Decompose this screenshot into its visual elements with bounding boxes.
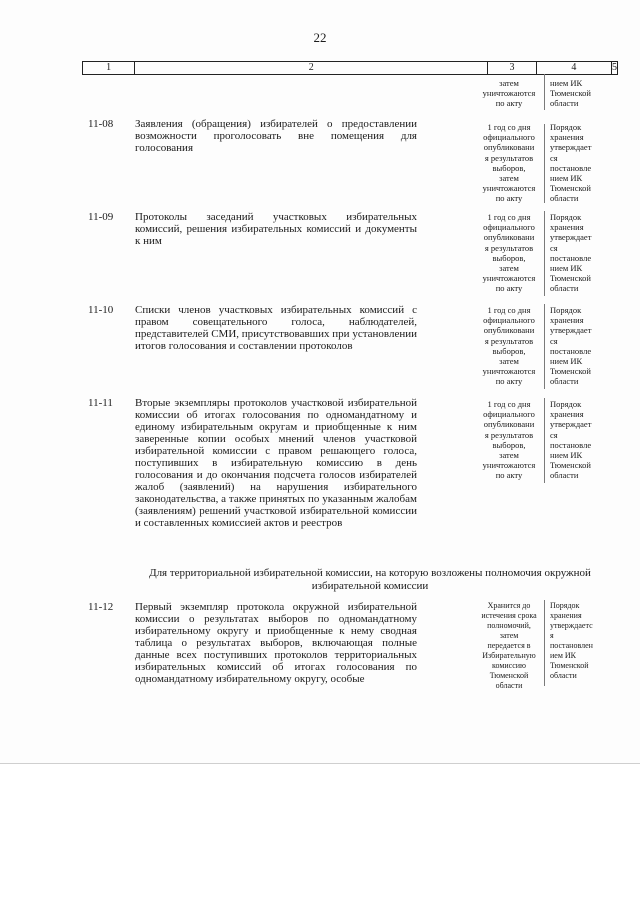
text-line: я — [550, 631, 554, 640]
text-line: официального — [483, 409, 535, 420]
text-line: по акту — [495, 193, 523, 204]
entry-number: 11-11 — [88, 397, 113, 409]
entry-number: 11-10 — [88, 304, 114, 316]
table-header — [82, 61, 618, 75]
text-line: Тюменской — [550, 183, 591, 194]
entry-number: 11-08 — [88, 118, 114, 130]
text-line: Тюменской — [550, 460, 591, 471]
text-line: выборов, — [492, 162, 526, 173]
text-line: по акту — [495, 98, 523, 109]
page-number: 22 — [313, 30, 327, 45]
text-line: постановле — [550, 252, 592, 263]
text-line: постановле — [550, 162, 592, 173]
text-line: затем — [499, 173, 519, 184]
text-line: я результатов — [484, 335, 534, 346]
text-line: хранения — [550, 132, 584, 143]
text-line: области — [550, 671, 577, 680]
continuation-storage-term — [474, 78, 544, 109]
text-line: затем — [499, 356, 519, 367]
text-line: опубликовани — [483, 325, 535, 336]
text-line: ием ИК — [550, 651, 577, 660]
text-line: ся — [550, 335, 558, 346]
header-cell-1: 1 — [83, 62, 135, 74]
entry-storage-term — [474, 122, 544, 204]
text-line: Порядок — [550, 305, 582, 315]
text-line: я результатов — [484, 152, 534, 163]
text-line: утверждает — [550, 419, 592, 430]
section-heading: Для территориальной избирательной комиссии, на которую возложены полномочия окружной избирательной комиссии — [149, 567, 591, 592]
text-line: опубликовани — [483, 232, 535, 243]
entry-note — [550, 122, 602, 204]
text-line: уничтожаются — [482, 273, 536, 284]
text-line: Тюменской — [550, 273, 591, 284]
header-cell-5: 5 — [612, 62, 617, 73]
text-line: я результатов — [484, 429, 534, 440]
text-line: 1 год со дня — [487, 305, 531, 315]
text-line: 1 год со дня — [487, 122, 531, 132]
text-line: Тюменской — [550, 88, 591, 99]
text-line: по акту — [495, 376, 523, 387]
text-line: уничтожаются — [482, 183, 536, 194]
column-divider — [544, 211, 545, 296]
entry-note — [550, 601, 602, 681]
text-line: ся — [550, 429, 558, 440]
text-line: хранения — [550, 611, 582, 620]
header-cell-2: 2 — [135, 62, 488, 74]
text-line: истечения срока — [481, 611, 537, 620]
continuation-note — [550, 78, 602, 109]
entry-number: 11-12 — [88, 601, 114, 613]
text-line: нием ИК — [550, 173, 583, 184]
text-line: 1 год со дня — [487, 212, 531, 222]
text-line: нием ИК — [550, 450, 583, 461]
entry-description: Вторые экземпляры протоколов участковой избирательной комиссии об итогах голосования по одномандатному и единому избирательным округам и приобщенные к ним заверенные копии особых мнений членов участковой избирательной комиссии с правом решающего голоса, поступивших в избирательную комиссию в день голосования и до окончания подсчета голосов избирателей жалоб (заявлений) на нарушения избирательного законодательства, а также принятых по указанным жалобам (заявлениям) решений участковой избирательной комиссии и составленных комиссией актов и реестров — [135, 397, 417, 529]
column-divider — [544, 398, 545, 483]
text-line: я результатов — [484, 242, 534, 253]
entry-storage-term — [474, 601, 544, 691]
column-divider — [544, 600, 545, 686]
entry-note — [550, 212, 602, 294]
text-line: передается в — [487, 641, 531, 650]
text-line: затем — [499, 450, 519, 461]
text-line: постановле — [550, 439, 592, 450]
entry-storage-term — [474, 305, 544, 387]
text-line: области — [550, 470, 579, 481]
entry-description: Списки членов участковых избирательных комиссий с правом совещательного голоса, наблюдателей, представителей СМИ, присутствовавших при установлении итогов голосования и составлении протоколов — [135, 304, 417, 352]
entry-description: Заявления (обращения) избирателей о предоставлении возможности проголосовать вне помещения для голосования — [135, 118, 417, 154]
text-line: ся — [550, 242, 558, 253]
entry-number: 11-09 — [88, 211, 114, 223]
text-line: по акту — [495, 470, 523, 481]
text-line: ся — [550, 152, 558, 163]
column-divider — [544, 74, 545, 110]
text-line: опубликовани — [483, 142, 535, 153]
text-line: Хранится до — [487, 601, 531, 610]
text-line: Порядок — [550, 399, 582, 409]
text-line: утверждаетс — [550, 621, 593, 630]
text-line: выборов, — [492, 439, 526, 450]
entry-note — [550, 305, 602, 387]
text-line: постановлен — [550, 641, 593, 650]
text-line: нием ИК — [550, 263, 583, 274]
text-line: Тюменской — [550, 661, 589, 670]
text-line: затем — [499, 78, 519, 88]
entry-description: Протоколы заседаний участковых избирательных комиссий, решения избирательных комиссий и документы к ним — [135, 211, 417, 247]
text-line: полномочий, — [487, 621, 531, 630]
column-divider — [544, 124, 545, 203]
text-line: области — [495, 681, 523, 690]
text-line: Порядок — [550, 122, 582, 132]
entry-note — [550, 399, 602, 481]
text-line: хранения — [550, 315, 584, 326]
text-line: нием ИК — [550, 356, 583, 367]
text-line: выборов, — [492, 252, 526, 263]
text-line: постановле — [550, 345, 592, 356]
text-line: 1 год со дня — [487, 399, 531, 409]
entry-storage-term — [474, 212, 544, 294]
text-line: Порядок — [550, 601, 580, 610]
text-line: Тюменской — [550, 366, 591, 377]
text-line: Избирательную — [482, 651, 536, 660]
text-line: области — [550, 376, 579, 387]
header-cell-4: 4 — [537, 62, 612, 74]
text-line: официального — [483, 132, 535, 143]
text-line: утверждает — [550, 325, 592, 336]
text-line: области — [550, 193, 579, 204]
column-divider — [544, 304, 545, 389]
text-line: утверждает — [550, 142, 592, 153]
text-line: области — [550, 98, 579, 109]
text-line: комиссию — [491, 661, 527, 670]
text-line: официального — [483, 315, 535, 326]
text-line: Тюменской — [489, 671, 529, 680]
text-line: официального — [483, 222, 535, 233]
text-line: выборов, — [492, 345, 526, 356]
text-line: нием ИК — [550, 78, 583, 88]
text-line: уничтожаются — [482, 366, 536, 377]
entry-description: Первый экземпляр протокола окружной избирательной комиссии о результатах выборов по одномандатному избирательному округу и приобщенные к нему сводная таблица о результатах выборов, включающая полные данные всех поступивших протоколов территориальных избирательных комиссий об итогах голосования по одномандатному избирательному округу, особые — [135, 601, 417, 685]
text-line: утверждает — [550, 232, 592, 243]
text-line: уничтожаются — [482, 460, 536, 471]
text-line: области — [550, 283, 579, 294]
header-cell-3: 3 — [488, 62, 536, 74]
text-line: по акту — [495, 283, 523, 294]
text-line: опубликовани — [483, 419, 535, 430]
text-line: хранения — [550, 409, 584, 420]
text-line: хранения — [550, 222, 584, 233]
text-line: затем — [499, 263, 519, 274]
text-line: Порядок — [550, 212, 582, 222]
text-line: затем — [499, 631, 519, 640]
text-line: уничтожаются — [482, 88, 536, 99]
entry-storage-term — [474, 399, 544, 481]
